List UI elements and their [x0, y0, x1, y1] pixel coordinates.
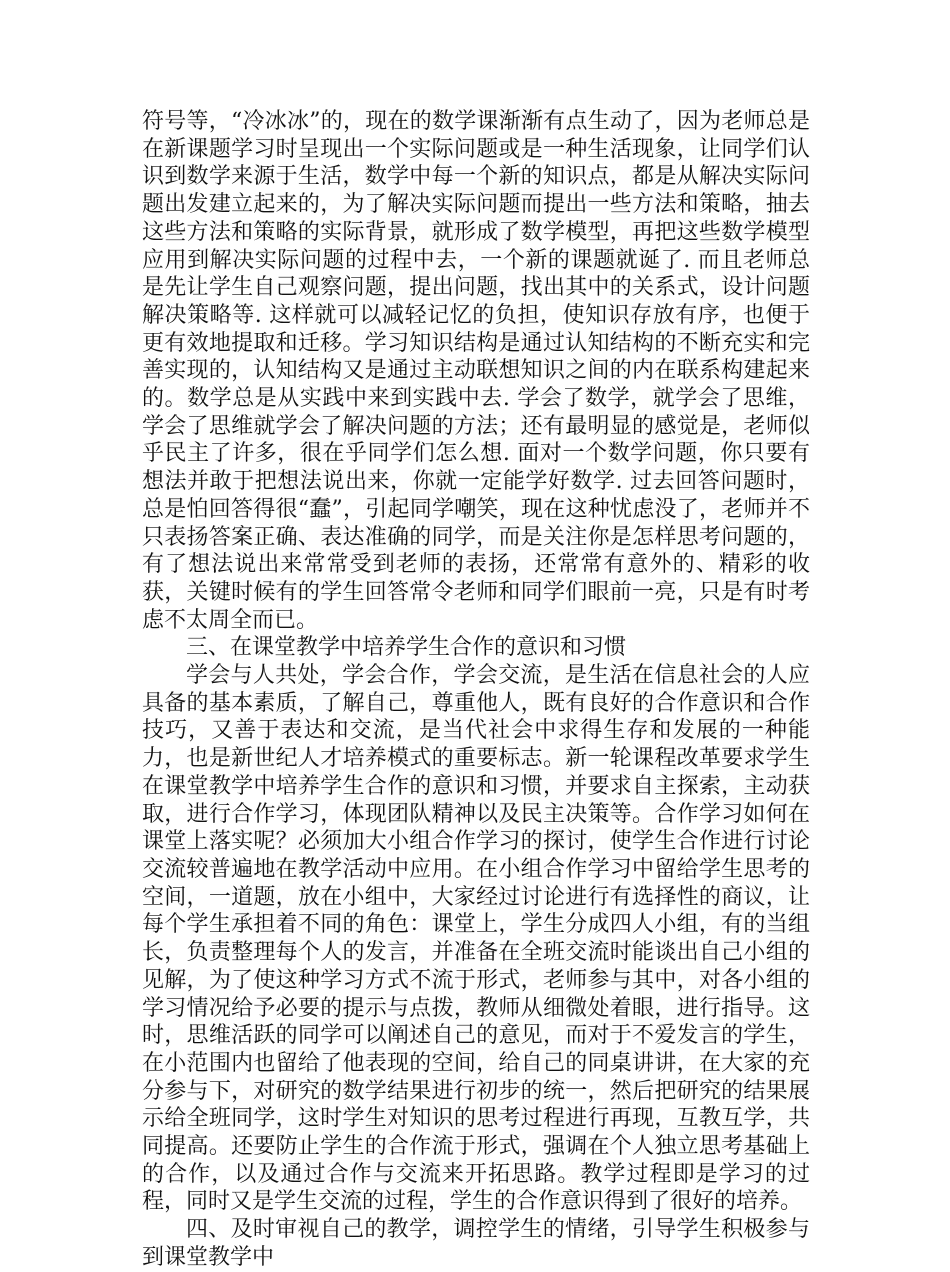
section-heading-4: 四、及时审视自己的教学，调控学生的情绪，引导学生积极参与到课堂教学中 — [142, 1217, 810, 1270]
body-paragraph-2: 学会与人共处，学会合作，学会交流，是生活在信息社会的人应具备的基本素质，了解自己，尊重他人，既有良好的合作意识和合作技巧，又善于表达和交流，是当代社会中求得生存和发展的一种能力，也是新世纪人才培养模式的重要标志。新一轮课程改革要求学生在课堂教学中培养学生合作的意识和习惯，并要求自主探索，主动获取，进行合作学习，体现团队精神以及民主决策等。合作学习如何在课堂上落实呢？必须加大小组合作学习的探讨，使学生合作进行讨论交流较普遍地在教学活动中应用。在小组合作学习中留给学生思考的空间，一道题，放在小组中，大家经过讨论进行有选择性的商议，让每个学生承担着不同的角色：课堂上，学生分成四人小组，有的当组长，负责整理每个人的发言，并准备在全班交流时能谈出自己小组的见解，为了使这种学习方式不流于形式，老师参与其中，对各小组的学习情况给予必要的提示与点拨，教师从细微处着眼，进行指导。这时，思维活跃的同学可以阐述自己的意见，而对于不爱发言的学生，在小范围内也留给了他表现的空间，给自己的同桌讲讲，在大家的充分参与下，对研究的数学结果进行初步的统一，然后把研究的结果展示给全班同学，这时学生对知识的思考过程进行再现，互教互学，共同提高。还要防止学生的合作流于形式，强调在个人独立思考基础上的合作，以及通过合作与交流来开拓思路。教学过程即是学习的过程，同时又是学生交流的过程，学生的合作意识得到了很好的培养。 — [142, 663, 810, 1215]
section-heading-3: 三、在课堂教学中培养学生合作的意识和习惯 — [186, 635, 627, 661]
document-page — [142, 108, 810, 1272]
body-paragraph-1: 符号等，“冷冰冰”的，现在的数学课渐渐有点生动了，因为老师总是在新课题学习时呈现出一个实际问题或是一种生活现象，让同学们认识到数学来源于生活，数学中每一个新的知识点，都是从解决实际问题出发建立起来的，为了解决实际问题而提出一些方法和策略，抽去这些方法和策略的实际背景，就形成了数学模型，再把这些数学模型应用到解决实际问题的过程中去，一个新的课题就诞了. 而且老师总是先让学生自己观察问题，提出问题，找出其中的关系式，设计问题解决策略等. 这样就可以减轻记忆的负担，使知识存放有序，也便于更有效地提取和迁移。学习知识结构是通过认知结构的不断充实和完善实现的，认知结构又是通过主动联想知识之间的内在联系构建起来的。数学总是从实践中来到实践中去. 学会了数学，就学会了思维，学会了思维就学会了解决问题的方法；还有最明显的感觉是，老师似乎民主了许多，很在乎同学们怎么想. 面对一个数学问题，你只要有想法并敢于把想法说出来，你就一定能学好数学. 过去回答问题时，总是怕回答得很“蠢”，引起同学嘲笑，现在这种忧虑没了，老师并不只表扬答案正确、表达准确的同学，而是关注你是怎样思考问题的，有了想法说出来常常受到老师的表扬，还常常有意外的、精彩的收获，关键时候有的学生回答常令老师和同学们眼前一亮，只是有时考虑不太周全而已。 — [142, 109, 810, 633]
